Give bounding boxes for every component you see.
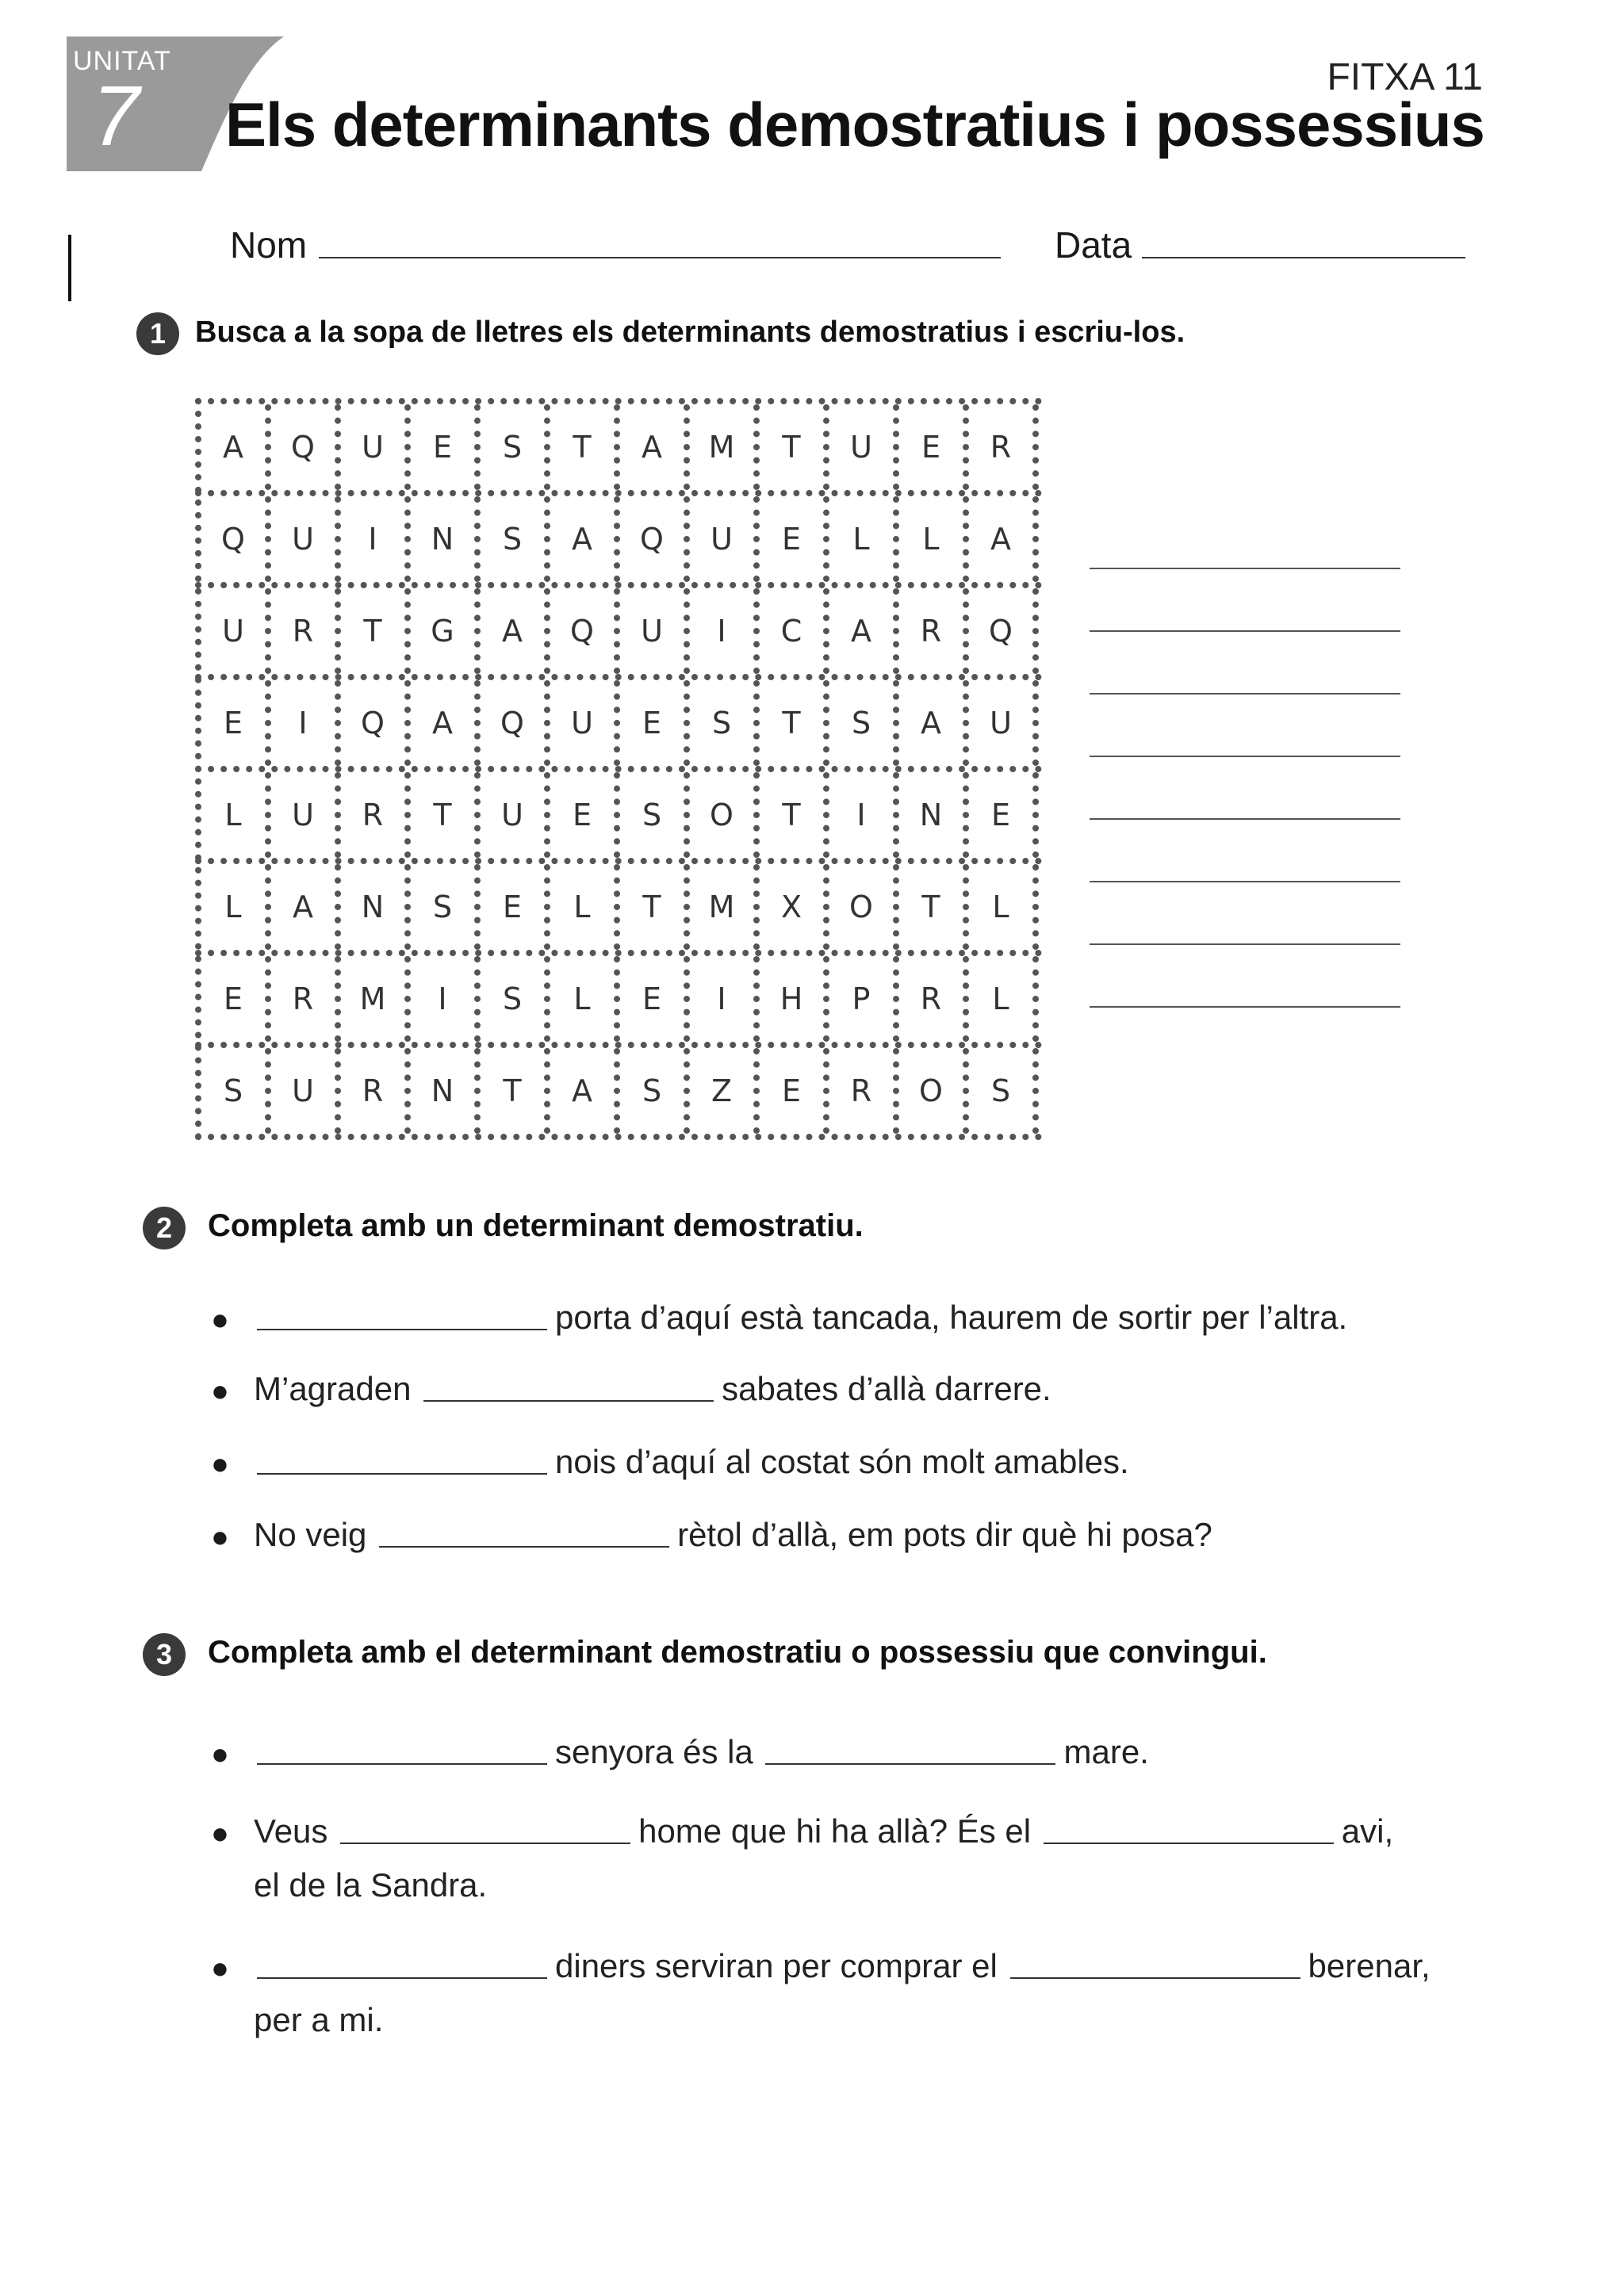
bullet: ● <box>211 1303 229 1337</box>
grid-letter[interactable]: P <box>829 956 899 1042</box>
grid-letter[interactable]: N <box>411 496 481 582</box>
grid-letter[interactable]: H <box>760 956 829 1042</box>
ex3-sentence-1 <box>254 1733 1149 1771</box>
grid-letter[interactable]: S <box>481 404 550 490</box>
grid-letter[interactable]: R <box>899 588 969 674</box>
grid-letter[interactable]: I <box>690 956 760 1042</box>
grid-letter[interactable]: A <box>411 680 481 766</box>
ex3-s3-line2: per a mi. <box>254 2001 384 2038</box>
grid-letter[interactable]: L <box>899 496 969 582</box>
ex2-sentence-3 <box>254 1443 1129 1481</box>
grid-letter[interactable]: E <box>620 680 690 766</box>
grid-letter[interactable]: I <box>690 588 760 674</box>
grid-letter[interactable]: T <box>550 404 620 490</box>
ex2-s3-blank[interactable] <box>257 1473 547 1475</box>
grid-letter[interactable]: R <box>899 956 969 1042</box>
grid-letter[interactable]: A <box>550 1048 620 1134</box>
grid-letter[interactable]: S <box>829 680 899 766</box>
ex2-s4-before: No veig <box>254 1516 367 1553</box>
grid-letter[interactable]: U <box>829 404 899 490</box>
ex3-s2-blank-2[interactable] <box>1044 1843 1334 1844</box>
grid-letter[interactable]: L <box>201 864 271 950</box>
grid-letter[interactable]: T <box>760 404 829 490</box>
answer-line[interactable] <box>1090 881 1400 882</box>
ex3-s1-b: senyora és la <box>555 1733 753 1770</box>
grid-letter[interactable]: S <box>969 1048 1039 1134</box>
grid-row-divider <box>195 582 1042 588</box>
grid-letter[interactable]: O <box>690 772 760 858</box>
grid-letter[interactable]: U <box>271 772 341 858</box>
ex3-s2-c: avi, <box>1341 1812 1394 1850</box>
grid-letter[interactable]: L <box>969 956 1039 1042</box>
grid-letter[interactable]: E <box>620 956 690 1042</box>
grid-letter[interactable]: I <box>271 680 341 766</box>
grid-letter[interactable]: I <box>411 956 481 1042</box>
grid-row-divider <box>195 674 1042 680</box>
grid-letter[interactable]: Q <box>550 588 620 674</box>
grid-letter[interactable]: M <box>341 956 411 1042</box>
grid-letter[interactable]: N <box>411 1048 481 1134</box>
ex2-s2-after: sabates d’allà darrere. <box>722 1370 1051 1407</box>
grid-row-divider <box>195 490 1042 496</box>
grid-letter[interactable]: A <box>969 496 1039 582</box>
grid-letter[interactable]: U <box>690 496 760 582</box>
grid-letter[interactable]: Q <box>481 680 550 766</box>
grid-letter[interactable]: S <box>201 1048 271 1134</box>
grid-letter[interactable]: E <box>201 680 271 766</box>
bullet: ● <box>211 1738 229 1771</box>
grid-letter[interactable]: O <box>829 864 899 950</box>
grid-letter[interactable]: N <box>899 772 969 858</box>
ex3-sentence-2 <box>254 1812 1393 1850</box>
grid-letter[interactable]: R <box>271 588 341 674</box>
grid-letter[interactable]: U <box>481 772 550 858</box>
ex2-s3-after: nois d’aquí al costat són molt amables. <box>555 1443 1129 1480</box>
grid-letter[interactable]: R <box>341 1048 411 1134</box>
exercise-2-instruction: Completa amb un determinant demostratiu. <box>208 1208 864 1243</box>
ex3-s3-c: berenar, <box>1308 1947 1431 1984</box>
answer-line[interactable] <box>1090 943 1400 945</box>
grid-letter[interactable]: R <box>829 1048 899 1134</box>
grid-letter[interactable]: C <box>760 588 829 674</box>
unit-number: 7 <box>92 67 140 163</box>
grid-row-divider <box>195 1042 1042 1048</box>
sheet-id: FITXA 11 <box>1327 56 1483 98</box>
grid-letter[interactable]: S <box>620 772 690 858</box>
exercise-1-instruction: Busca a la sopa de lletres els determinants demostratius i escriu-los. <box>195 316 1185 349</box>
exercise-1-number: 1 <box>136 312 179 355</box>
grid-letter[interactable]: I <box>341 496 411 582</box>
exercise-2-number: 2 <box>143 1207 186 1249</box>
exercise-3-instruction: Completa amb el determinant demostratiu o possessiu que convingui. <box>208 1635 1267 1670</box>
answer-line[interactable] <box>1090 568 1400 569</box>
grid-letter[interactable]: A <box>899 680 969 766</box>
answer-line[interactable] <box>1090 818 1400 820</box>
name-field[interactable] <box>319 257 1001 258</box>
ex2-s2-blank[interactable] <box>423 1400 714 1402</box>
grid-row-divider <box>195 1134 1042 1140</box>
name-label: Nom <box>230 224 308 266</box>
ex2-sentence-1 <box>254 1299 1347 1337</box>
grid-letter[interactable]: S <box>481 496 550 582</box>
ex3-s2-blank-1[interactable] <box>340 1843 630 1844</box>
grid-letter[interactable]: A <box>550 496 620 582</box>
grid-letter[interactable]: Q <box>201 496 271 582</box>
grid-letter[interactable]: S <box>690 680 760 766</box>
grid-letter[interactable]: R <box>271 956 341 1042</box>
grid-row-divider <box>195 766 1042 772</box>
ex2-sentence-4 <box>254 1516 1212 1554</box>
grid-letter[interactable]: T <box>760 772 829 858</box>
ex2-s1-after: porta d’aquí està tancada, haurem de sortir per l’altra. <box>555 1299 1348 1336</box>
grid-row-divider <box>195 950 1042 956</box>
grid-letter[interactable]: U <box>620 588 690 674</box>
answer-line[interactable] <box>1090 756 1400 757</box>
grid-letter[interactable]: T <box>760 680 829 766</box>
grid-letter[interactable]: L <box>829 496 899 582</box>
grid-letter[interactable]: G <box>411 588 481 674</box>
bullet: ● <box>211 1375 229 1408</box>
date-field[interactable] <box>1142 257 1465 258</box>
grid-letter[interactable]: L <box>969 864 1039 950</box>
bullet: ● <box>211 1448 229 1481</box>
grid-letter[interactable]: A <box>271 864 341 950</box>
grid-letter[interactable]: A <box>201 404 271 490</box>
bullet: ● <box>211 1817 229 1850</box>
grid-letter[interactable]: U <box>550 680 620 766</box>
ex2-s4-after: rètol d’allà, em pots dir què hi posa? <box>677 1516 1212 1553</box>
grid-letter[interactable]: M <box>690 404 760 490</box>
grid-letter[interactable]: L <box>201 772 271 858</box>
grid-letter[interactable]: T <box>620 864 690 950</box>
grid-letter[interactable]: E <box>550 772 620 858</box>
grid-letter[interactable]: U <box>271 1048 341 1134</box>
ex2-sentence-2 <box>254 1370 1051 1408</box>
ex3-s3-b: diners serviran per comprar el <box>555 1947 998 1984</box>
grid-letter[interactable]: E <box>969 772 1039 858</box>
ex2-s1-blank[interactable] <box>257 1329 547 1330</box>
margin-bar <box>68 235 71 301</box>
ex3-s1-blank-1[interactable] <box>257 1763 547 1765</box>
grid-letter[interactable]: T <box>411 772 481 858</box>
grid-letter[interactable]: T <box>341 588 411 674</box>
ex3-s3-blank-2[interactable] <box>1010 1977 1300 1979</box>
ex3-s3-blank-1[interactable] <box>257 1977 547 1979</box>
grid-letter[interactable]: E <box>899 404 969 490</box>
grid-letter[interactable]: U <box>201 588 271 674</box>
grid-letter[interactable]: L <box>550 864 620 950</box>
page-title: Els determinants demostratius i possessius <box>225 90 1484 159</box>
grid-letter[interactable]: Q <box>969 588 1039 674</box>
grid-letter[interactable]: T <box>481 1048 550 1134</box>
grid-letter[interactable]: U <box>341 404 411 490</box>
ex2-s2-before: M’agraden <box>254 1370 412 1407</box>
ex3-s1-blank-2[interactable] <box>765 1763 1055 1765</box>
grid-letter[interactable]: A <box>829 588 899 674</box>
grid-letter[interactable]: Q <box>271 404 341 490</box>
grid-left-edge <box>195 398 201 1140</box>
grid-row-divider <box>195 398 1042 404</box>
ex3-s2-b: home que hi ha allà? És el <box>638 1812 1032 1850</box>
grid-letter[interactable]: Q <box>620 496 690 582</box>
ex3-sentence-3 <box>254 1947 1431 1985</box>
grid-letter[interactable]: Z <box>690 1048 760 1134</box>
grid-letter[interactable]: X <box>760 864 829 950</box>
ex3-s2-a: Veus <box>254 1812 328 1850</box>
exercise-3-number: 3 <box>143 1633 186 1676</box>
grid-letter[interactable]: I <box>829 772 899 858</box>
grid-letter[interactable]: E <box>201 956 271 1042</box>
grid-letter[interactable]: E <box>481 864 550 950</box>
grid-letter[interactable]: O <box>899 1048 969 1134</box>
grid-row-divider <box>195 858 1042 864</box>
grid-letter[interactable]: E <box>760 496 829 582</box>
grid-letter[interactable]: S <box>620 1048 690 1134</box>
grid-letter[interactable]: L <box>550 956 620 1042</box>
unit-label: UNITAT <box>73 46 171 76</box>
grid-letter[interactable]: A <box>620 404 690 490</box>
grid-letter[interactable]: N <box>341 864 411 950</box>
answer-line[interactable] <box>1090 693 1400 695</box>
grid-letter[interactable]: Q <box>341 680 411 766</box>
grid-letter[interactable]: E <box>760 1048 829 1134</box>
answer-line[interactable] <box>1090 1006 1400 1008</box>
grid-letter[interactable]: S <box>481 956 550 1042</box>
answer-line[interactable] <box>1090 630 1400 632</box>
ex3-s2-line2: el de la Sandra. <box>254 1866 488 1904</box>
bullet: ● <box>211 1952 229 1985</box>
ex2-s4-blank[interactable] <box>379 1546 669 1548</box>
grid-letter[interactable]: U <box>969 680 1039 766</box>
grid-letter[interactable]: E <box>411 404 481 490</box>
grid-letter[interactable]: U <box>271 496 341 582</box>
grid-letter[interactable]: M <box>690 864 760 950</box>
grid-letter[interactable]: R <box>969 404 1039 490</box>
grid-letter[interactable]: R <box>341 772 411 858</box>
ex3-s1-c: mare. <box>1063 1733 1149 1770</box>
grid-letter[interactable]: T <box>899 864 969 950</box>
grid-letter[interactable]: S <box>411 864 481 950</box>
date-label: Data <box>1055 224 1132 266</box>
bullet: ● <box>211 1521 229 1554</box>
grid-letter[interactable]: A <box>481 588 550 674</box>
